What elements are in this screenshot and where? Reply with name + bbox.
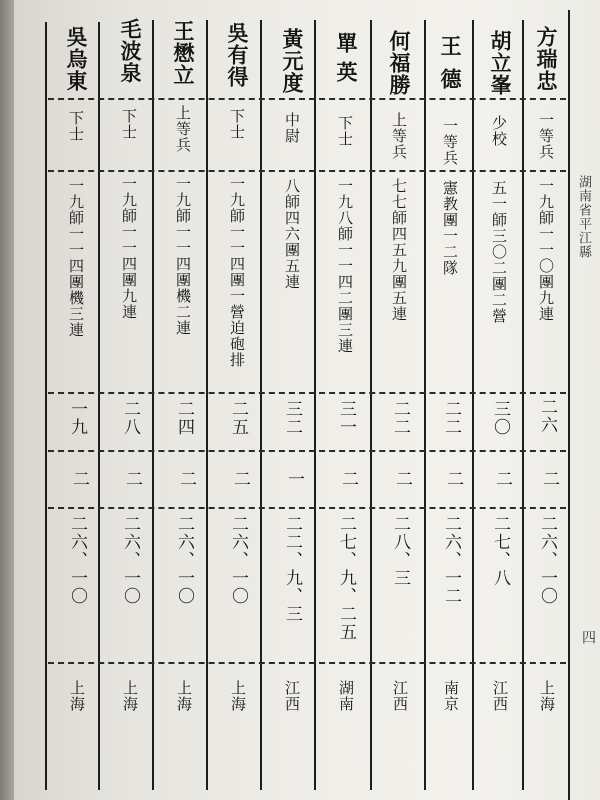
name: 王德 bbox=[438, 35, 463, 101]
date: 二二、九、三 bbox=[282, 515, 302, 623]
unit: 一九師一一四團一營迫砲排 bbox=[228, 176, 246, 368]
rank: 上等兵 bbox=[174, 105, 192, 153]
rank: 下士 bbox=[67, 110, 85, 142]
count: 二 bbox=[176, 470, 196, 488]
name: 毛波泉 bbox=[118, 18, 143, 84]
column-divider bbox=[45, 22, 47, 790]
count: 二 bbox=[492, 470, 512, 488]
side-header: 湖南省平江縣 bbox=[576, 175, 591, 259]
column-divider bbox=[522, 20, 524, 790]
unit: 五一師三〇二團二營 bbox=[490, 180, 508, 324]
name: 單英 bbox=[334, 32, 359, 90]
age: 一九 bbox=[67, 400, 87, 436]
count: 二 bbox=[69, 470, 89, 488]
section-divider bbox=[48, 98, 566, 101]
name: 方瑞忠 bbox=[534, 26, 559, 92]
unit: 一九師一一四團機二連 bbox=[174, 176, 192, 336]
age: 二二 bbox=[441, 400, 461, 436]
place: 江西 bbox=[391, 680, 409, 712]
section-divider bbox=[48, 662, 566, 665]
date: 二七、九、二五 bbox=[336, 515, 356, 641]
rank: 下士 bbox=[228, 108, 246, 140]
age: 三一 bbox=[336, 400, 356, 436]
place: 江西 bbox=[283, 680, 301, 712]
count: 二 bbox=[539, 470, 559, 488]
unit: 一九師一一四團九連 bbox=[120, 176, 138, 320]
unit: 七七師四五九團五連 bbox=[390, 178, 408, 322]
date: 二六、一〇 bbox=[174, 515, 194, 605]
name: 吳烏東 bbox=[64, 26, 89, 92]
rank: 一等兵 bbox=[441, 118, 459, 166]
name: 吳有得 bbox=[225, 22, 250, 88]
date: 二八、三 bbox=[390, 515, 410, 587]
name: 何福勝 bbox=[387, 30, 412, 96]
rank: 上等兵 bbox=[390, 112, 408, 160]
page-number: 四 bbox=[580, 630, 596, 645]
count: 二 bbox=[392, 470, 412, 488]
column-divider bbox=[260, 20, 262, 790]
column-divider bbox=[314, 20, 316, 790]
date: 二六、一〇 bbox=[537, 515, 557, 605]
place: 上海 bbox=[175, 680, 193, 712]
column-divider bbox=[370, 20, 372, 790]
column-divider bbox=[206, 20, 208, 790]
unit: 一九八師一一四二團三連 bbox=[336, 178, 354, 354]
count: 二 bbox=[443, 470, 463, 488]
age: 二六 bbox=[537, 398, 557, 434]
count: 一 bbox=[284, 470, 304, 488]
rank: 下士 bbox=[120, 108, 138, 140]
date: 二六、一〇 bbox=[67, 515, 87, 605]
count: 二 bbox=[122, 470, 142, 488]
rank: 下士 bbox=[336, 115, 354, 147]
age: 三〇 bbox=[490, 400, 510, 436]
column-divider bbox=[568, 10, 570, 800]
column-divider bbox=[152, 20, 154, 790]
age: 三二 bbox=[282, 400, 302, 436]
section-divider bbox=[48, 392, 566, 395]
column-divider bbox=[424, 20, 426, 790]
section-divider bbox=[48, 170, 566, 173]
age: 二二 bbox=[390, 400, 410, 436]
age: 二八 bbox=[120, 400, 140, 436]
place: 上海 bbox=[68, 680, 86, 712]
date: 二六、一二 bbox=[441, 515, 461, 605]
place: 江西 bbox=[491, 680, 509, 712]
section-divider bbox=[48, 507, 566, 510]
place: 上海 bbox=[121, 680, 139, 712]
place: 南京 bbox=[442, 680, 460, 712]
date: 二六、一〇 bbox=[120, 515, 140, 605]
rank: 中尉 bbox=[283, 112, 301, 144]
column-divider bbox=[472, 20, 474, 790]
section-divider bbox=[48, 450, 566, 453]
place: 上海 bbox=[538, 680, 556, 712]
column-divider bbox=[98, 22, 100, 790]
name: 黃元度 bbox=[280, 28, 305, 94]
age: 二四 bbox=[174, 400, 194, 436]
rank: 少校 bbox=[490, 115, 508, 147]
unit: 一九師一一〇團九連 bbox=[537, 178, 555, 322]
name: 胡立峯 bbox=[488, 30, 513, 96]
date: 二七、八 bbox=[490, 515, 510, 587]
count: 二 bbox=[230, 470, 250, 488]
unit: 八師四六團五連 bbox=[283, 178, 301, 290]
book-spine bbox=[0, 0, 14, 800]
unit: 一九師一一四團機三連 bbox=[67, 178, 85, 338]
date: 二六、一〇 bbox=[228, 515, 248, 605]
unit: 憲教團一二隊 bbox=[441, 180, 459, 276]
rank: 一等兵 bbox=[537, 112, 555, 160]
count: 二 bbox=[338, 470, 358, 488]
place: 湖南 bbox=[337, 680, 355, 712]
age: 二五 bbox=[228, 400, 248, 436]
name: 王懋立 bbox=[171, 20, 196, 86]
place: 上海 bbox=[229, 680, 247, 712]
